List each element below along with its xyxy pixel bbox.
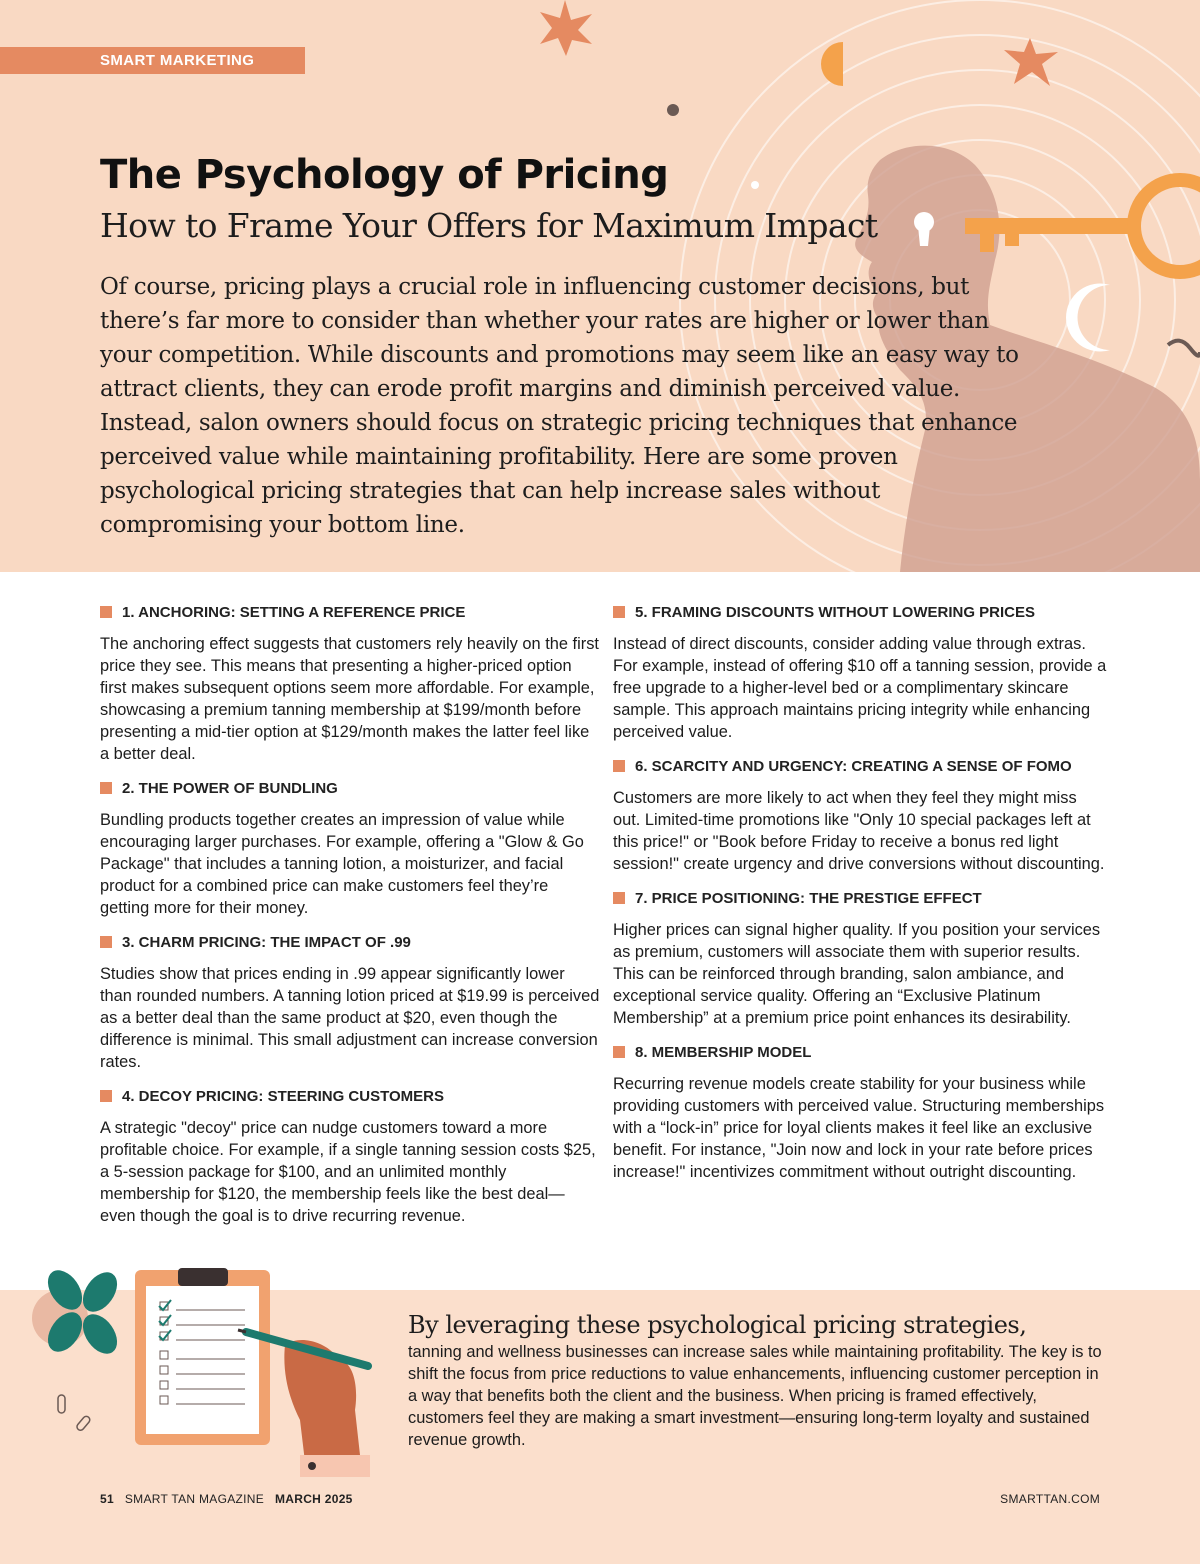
article-intro: Of course, pricing plays a crucial role in influencing customer decisions, but there’s far more to consider than whether your rates are higher or lower than your competition. While discounts and promotions may seem like an easy way to attract clients, they can erode profit margins and diminish perceived value. Instead, salon owners should focus on strategic pricing techniques that enhance perceived value while maintaining profitability. Here are some proven psychological pricing strategies that can help increase sales without compromising your bottom line. — [100, 274, 1019, 538]
section-body: Bundling products together creates an impression of value while encouraging larger purchases. For example, offering a "Glow & Go Package" that includes a tanning lotion, a moisturizer, and facial product for a combined price can make customers feel they’re getting more for their money. — [100, 811, 584, 917]
section-decoy-pricing — [100, 1087, 600, 1227]
closing-heading: By leveraging these psychological pricing strategies, — [408, 1311, 1027, 1339]
section-heading: 1. ANCHORING: SETTING A REFERENCE PRICE — [122, 604, 466, 621]
bullet-square — [613, 1046, 625, 1058]
hero-section — [0, 0, 1200, 572]
section-body: Customers are more likely to act when they feel they might miss out. Limited-time promotions like "Only 10 special packages left at this price!" or "Book before Friday to receive a bonus red light session!" create urgency and drive conversions without discounting. — [613, 789, 1105, 873]
article-title: The Psychology of Pricing — [100, 152, 669, 198]
closing-body: tanning and wellness businesses can increase sales while maintaining profitability. The key is to shift the focus from price reductions to value enhancements, influencing customer perception in a way that benefits both the client and the business. When pricing is framed effectively, customers feel they are making a smart investment—ensuring long-term loyalty and sustained revenue growth. — [408, 1343, 1102, 1449]
bullet-square — [613, 892, 625, 904]
section-heading: 7. PRICE POSITIONING: THE PRESTIGE EFFECT — [635, 890, 982, 907]
section-membership — [613, 1043, 1108, 1183]
page-footer-left — [100, 1492, 353, 1506]
section-body: Higher prices can signal higher quality. If you position your services as premium, customers will associate them with superior results. This can be reinforced through branding, salon ambiance, and exceptional service quality. Offering an “Exclusive Platinum Membership” at a premium price point enhances its desirability. — [613, 921, 1101, 1027]
bullet-square — [100, 936, 112, 948]
issue-date: MARCH 2025 — [274, 1492, 353, 1506]
section-heading: 2. THE POWER OF BUNDLING — [122, 780, 338, 797]
magazine-name: SMART TAN MAGAZINE — [124, 1492, 265, 1506]
section-bundling — [100, 779, 600, 919]
bullet-square — [613, 606, 625, 618]
section-body: Instead of direct discounts, consider adding value through extras. For example, instead of offering $10 off a tanning session, provide a free upgrade to a higher-level bed or a complimentary skincare sample. This approach maintains pricing integrity while enhancing perceived value. — [613, 635, 1107, 741]
paperclip-icon — [58, 1395, 91, 1432]
bullet-square — [100, 782, 112, 794]
section-tag-label: SMART MARKETING — [100, 52, 255, 69]
section-body: Studies show that prices ending in .99 appear significantly lower than rounded numbers. A tanning lotion priced at $19.99 is perceived as a better deal than the same product at $20, even though the difference is minimal. This small adjustment can increase conversion rates. — [100, 965, 600, 1071]
clipboard-icon — [135, 1268, 270, 1445]
section-body: Recurring revenue models create stability for your business while providing customers with perceived value. Structuring memberships with a “lock-in” price for loyal clients makes it feel like an exclusive benefit. For instance, "Join now and lock in your rate before prices increase!" incentivizes commitment without outright discounting. — [613, 1075, 1105, 1181]
section-heading: 6. SCARCITY AND URGENCY: CREATING A SENSE OF FOMO — [635, 758, 1072, 775]
section-heading: 3. CHARM PRICING: THE IMPACT OF .99 — [122, 934, 411, 951]
section-body: A strategic "decoy" price can nudge customers toward a more profitable choice. For example, if a single tanning session costs $25, a 5-session package for $100, and an unlimited monthly membership for $120, the membership feels like the best deal—even though the goal is to drive recurring revenue. — [100, 1119, 596, 1225]
section-heading: 8. MEMBERSHIP MODEL — [635, 1044, 812, 1061]
page-number: 51 — [100, 1492, 114, 1506]
bullet-square — [100, 606, 112, 618]
key-icon — [965, 180, 1200, 272]
section-scarcity — [613, 757, 1108, 875]
site-url: SMARTTAN.COM — [1000, 1492, 1100, 1506]
squiggle-shape — [1168, 341, 1200, 356]
section-framing-discounts — [613, 603, 1108, 743]
clipboard-illustration — [0, 1250, 420, 1500]
bullet-square — [613, 760, 625, 772]
section-tag — [0, 47, 305, 74]
section-anchoring — [100, 603, 600, 765]
article-subtitle: How to Frame Your Offers for Maximum Impact — [100, 206, 878, 245]
right-column — [613, 603, 1108, 1197]
section-price-positioning — [613, 889, 1108, 1029]
left-column — [100, 603, 600, 1241]
half-moon-icon — [821, 42, 843, 86]
section-body: The anchoring effect suggests that customers rely heavily on the first price they see. This means that presenting a higher-priced option first makes subsequent options seem more affordable. For example, showcasing a premium tanning membership at $199/month before presenting a mid-tier option at $129/month makes the latter feel like a better deal. — [100, 635, 599, 763]
section-charm-pricing — [100, 933, 600, 1073]
bullet-square — [100, 1090, 112, 1102]
section-heading: 5. FRAMING DISCOUNTS WITHOUT LOWERING PRICES — [635, 604, 1035, 621]
leaf-icon — [32, 1264, 124, 1360]
star-icon — [540, 0, 592, 56]
section-heading: 4. DECOY PRICING: STEERING CUSTOMERS — [122, 1088, 444, 1105]
